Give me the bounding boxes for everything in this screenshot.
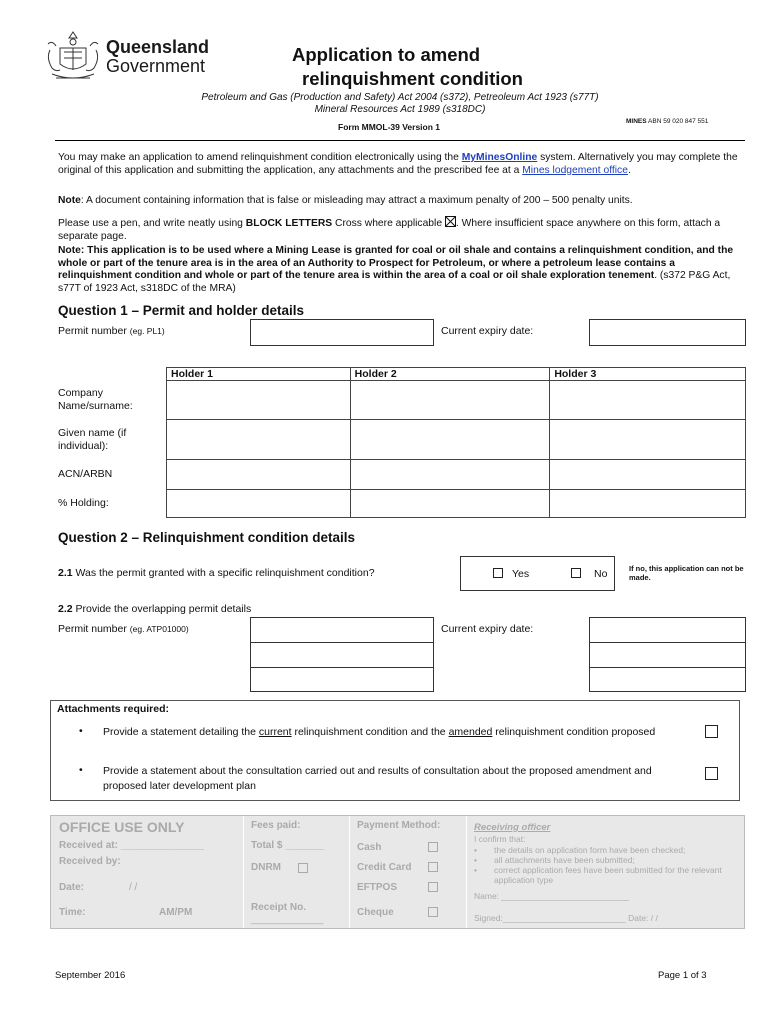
given-name-holder-2-input[interactable] [350,420,550,460]
given-name-holder-1-input[interactable] [167,420,351,460]
mines-lodgement-office-link[interactable]: Mines lodgement office [522,164,628,176]
label-text: Permit number [58,325,127,337]
question-1-heading: Question 1 – Permit and holder details [58,303,305,318]
office-title: OFFICE USE ONLY [59,819,185,835]
dnrm-label: DNRM [251,862,281,873]
eftpos-label: EFTPOS [357,882,398,893]
legislation-references [150,92,650,116]
holder-3-header: Holder 3 [550,368,746,381]
permit-hint: (eg. ATP01000) [129,624,189,634]
label-text: Permit number [58,623,127,635]
bullet: • [79,725,83,737]
footer-page: Page 1 of 3 [658,970,707,981]
time-label: Time: [59,907,86,918]
received-by: Received by: [59,856,121,867]
question-text: Was the permit granted with a specific relinquishment condition? [72,567,375,579]
logo-line-1: Queensland [106,37,210,57]
permit-number-label [58,325,165,337]
given-name-holder-3-input[interactable] [550,420,746,460]
expiry-date-label: Current expiry date: [441,325,534,337]
abn-value: ABN 59 020 847 551 [648,118,709,125]
cash-label: Cash [357,842,382,853]
intro-text: Please use a pen, and write neatly using [58,218,246,229]
form-number: Form MMOL-39 Version 1 [338,122,441,132]
fees-paid: Fees paid: [251,820,301,831]
permit-number-input[interactable] [250,319,434,346]
item-text: Provide a statement detailing the [103,726,259,738]
dnrm-checkbox[interactable] [298,863,308,873]
question-2-2 [58,603,251,615]
holder-1-header: Holder 1 [167,368,351,381]
intro-text: . (s372 P&G Act, s77T of 1923 Act, s318DC of the MRA) [58,270,731,294]
list-item [474,855,739,865]
office-col-1 [51,816,244,928]
officer-name: Name: ___________________________ [474,891,630,901]
note-bold: Note: This application is to be used where a Mining Lease is granted for coal or oil shale and contains a relinquishment condition, and the whole or part of the tenure area is in the area of an Authority to Prospect for Petroleum, or where a petroleum lease contains a relinquishment condition and whole or part of the tenure area is within the area of a coal or oil shale exploration tenement [58,245,734,281]
row-label-acn: ACN/ARBN [58,468,113,480]
date-separator: / / [129,882,138,893]
attachments-heading: Attachments required: [57,703,170,715]
intro-text: . Where insufficient space anywhere on this form, attach a separate page. [58,218,721,242]
title-line-2: relinquishment condition [302,68,523,89]
attachment-item-1 [103,725,683,740]
holding-holder-3-input[interactable] [550,490,746,518]
intro-paragraph-4 [58,245,738,295]
office-col-4 [467,816,746,928]
receipt-line: _____________ [251,914,324,925]
receiving-officer: Receiving officer [474,822,551,833]
row-label-given-name: Given name (if individual): [58,427,127,452]
intro-paragraph-3 [58,216,738,243]
title-line-1: Application to amend [292,44,481,65]
intro-text: system. Alternatively you may complete the original of this application and submitting the application, any attachments and the prescribed fee at a [58,152,738,176]
myminesonline-link[interactable]: MyMinesOnline [461,152,538,163]
page-title [292,43,523,91]
expiry-date-input[interactable] [589,319,746,346]
date-label: Date: [59,882,85,893]
overlapping-permit-input[interactable] [250,617,434,692]
queensland-crest-logo [42,28,104,82]
intro-text: : A document containing information that is false or misleading may attract a maximum penalty of 200 – 500 penalty units. [80,195,633,206]
holding-holder-2-input[interactable] [350,490,550,518]
permit-number-label-2 [58,623,189,635]
bullet: • [474,855,477,865]
intro-text: . [627,164,631,176]
yes-no-box [460,556,615,591]
acn-holder-2-input[interactable] [350,460,550,490]
receipt-label: Receipt No. [251,902,307,913]
office-use-panel [50,815,745,929]
acts-line-2: Mineral Resources Act 1989 (s318DC) [314,104,486,115]
attachment-item-2: Provide a statement about the consultation carried out and results of consultation about the proposed amendment and proposed later development plan [103,765,652,792]
confirm-item-2: all attachments have been submitted; [494,855,635,865]
government-wordmark [106,38,209,76]
item-text: relinquishment condition and the [291,726,449,738]
header-divider [55,140,745,141]
credit-card-checkbox[interactable] [428,862,438,872]
row-label-company: Company Name/surname: [58,387,133,412]
holder-2-header: Holder 2 [350,368,550,381]
question-2-heading: Question 2 – Relinquishment condition details [58,530,356,545]
acn-holder-1-input[interactable] [167,460,351,490]
company-holder-3-input[interactable] [550,381,746,420]
yes-checkbox[interactable] [493,568,503,578]
no-checkbox[interactable] [571,568,581,578]
attachment-1-checkbox[interactable] [705,725,718,738]
intro-text: You may make an application to amend relinquishment condition electronically using the [58,152,462,163]
intro-text: Cross where applicable [332,218,445,229]
row-label-holding: % Holding: [58,497,109,509]
table-row [167,490,746,518]
confirm-item-1: the details on application form have been checked; [494,845,686,855]
crossed-box-icon [445,216,456,227]
table-row [167,381,746,420]
holders-table [166,367,746,518]
officer-signed: Signed:__________________________ Date: / / [474,913,658,923]
received-at: Received at: _______________ [59,840,205,851]
attachments-box [50,700,740,801]
item-underline: amended [448,726,493,738]
list-item [474,845,739,855]
eftpos-checkbox[interactable] [428,882,438,892]
bullet: • [474,865,477,875]
payment-method: Payment Method: [357,820,441,831]
company-holder-2-input[interactable] [350,381,550,420]
item-underline: current [258,726,292,738]
no-note: If no, this application can not be made. [629,564,744,582]
yes-label: Yes [512,568,530,580]
acn-holder-3-input[interactable] [550,460,746,490]
block-letters: BLOCK LETTERS [245,218,333,229]
abn-text [626,118,708,125]
no-label: No [594,568,608,580]
credit-card-label: Credit Card [357,862,412,873]
attachment-2-checkbox[interactable] [705,767,718,780]
cash-checkbox[interactable] [428,842,438,852]
confirm-list [474,845,739,885]
intro-paragraph-1 [58,152,738,177]
question-number: 2.2 [58,603,73,615]
cheque-checkbox[interactable] [428,907,438,917]
table-row [167,420,746,460]
office-col-2 [244,816,350,928]
holders-header-row [167,368,746,381]
list-item [474,865,739,885]
overlapping-expiry-input[interactable] [589,617,746,692]
confirm-label: I confirm that: [474,834,526,844]
footer-date: September 2016 [55,970,126,981]
table-row [167,460,746,490]
permit-hint: (eg. PL1) [129,326,165,336]
bullet: • [79,764,83,776]
office-col-3 [350,816,467,928]
abn-label: MINES [626,118,647,125]
acts-line-1: Petroleum and Gas (Production and Safety) Act 2004 (s372), Petreoleum Act 1923 (s77T) [201,92,599,103]
total-label: Total $ _______ [251,840,325,851]
company-holder-1-input[interactable] [167,381,351,420]
confirm-item-3: correct application fees have been submitted for the relevant application type [494,865,722,885]
ampm-label: AM/PM [159,907,193,918]
item-text: relinquishment condition proposed [492,726,656,738]
bullet: • [474,845,477,855]
question-text: Provide the overlapping permit details [72,603,252,615]
cheque-label: Cheque [357,907,394,918]
note-label: Note [58,195,81,206]
expiry-date-label-2: Current expiry date: [441,623,534,635]
logo-line-2: Government [106,56,206,76]
question-2-1 [58,567,375,579]
question-number: 2.1 [58,567,73,579]
holding-holder-1-input[interactable] [167,490,351,518]
intro-paragraph-2 [58,195,738,208]
